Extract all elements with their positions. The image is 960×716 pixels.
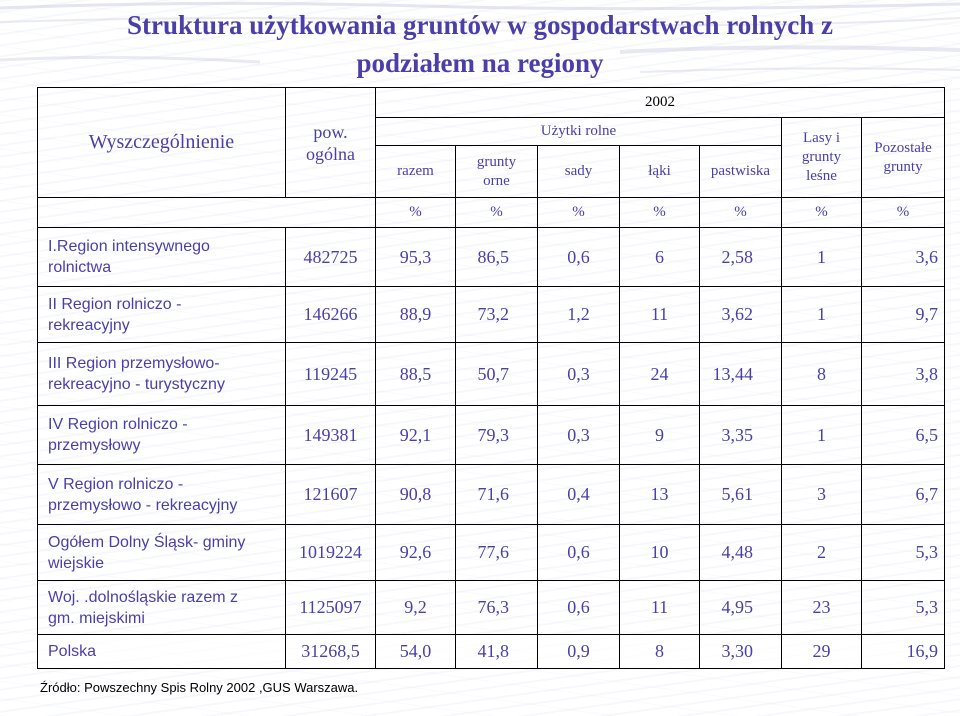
- cell-pastwiska: 2,58: [700, 228, 782, 287]
- table-row: [38, 465, 945, 525]
- header-grunty-orne-line-1: grunty: [476, 153, 517, 170]
- row-label-line: rekreacyjno - turystyczny: [48, 376, 225, 393]
- header-uzytki-rolne: Użytki rolne: [376, 118, 782, 146]
- cell-pozostale: 5,3: [862, 525, 945, 581]
- cell-razem: 92,1: [376, 406, 456, 465]
- cell-laki: 9: [620, 406, 700, 465]
- row-label: [38, 287, 286, 343]
- cell-lasy: 29: [782, 635, 862, 669]
- row-label-line: Ogółem Dolny Śląsk- gminy: [48, 533, 246, 551]
- page-title: [10, 6, 950, 82]
- row-label: [38, 228, 286, 287]
- cell-sady: 1,2: [538, 287, 620, 343]
- cell-grunty-orne: 76,3: [456, 581, 538, 635]
- table-row: [38, 406, 945, 465]
- row-label-line: rolnictwa: [48, 259, 112, 276]
- cell-pastwiska: 3,30: [700, 635, 782, 669]
- cell-grunty-orne: 73,2: [456, 287, 538, 343]
- cell-pozostale: 9,7: [862, 287, 945, 343]
- cell-pastwiska: 3,35: [700, 406, 782, 465]
- header-lasy-line-2: grunty: [801, 149, 842, 165]
- source-note: Źródło: Powszechny Spis Rolny 2002 ,GUS Warszawa.: [40, 680, 359, 695]
- header-wyszczegolnienie: Wyszczególnienie: [38, 88, 286, 198]
- table-row: [38, 525, 945, 581]
- header-pow-ogolna-line-2: ogólna: [306, 143, 355, 164]
- cell-laki: 11: [620, 581, 700, 635]
- cell-pow-ogolna: 1125097: [286, 581, 376, 635]
- header-year: 2002: [376, 88, 945, 118]
- header-row-year: [38, 88, 945, 118]
- cell-razem: 54,0: [376, 635, 456, 669]
- cell-lasy: 1: [782, 228, 862, 287]
- cell-pow-ogolna: 31268,5: [286, 635, 376, 669]
- table-row: [38, 228, 945, 287]
- row-label-line: II Region rolniczo -: [48, 295, 182, 313]
- cell-sady: 0,4: [538, 465, 620, 525]
- cell-pozostale: 5,3: [862, 581, 945, 635]
- row-label-line: gm. miejskimi: [48, 609, 145, 627]
- cell-sady: 0,6: [538, 228, 620, 287]
- row-label-line: IV Region rolniczo -: [48, 416, 188, 433]
- unit-pozostale: %: [862, 198, 945, 228]
- units-blank-cell: [38, 198, 286, 228]
- unit-grunty-orne: %: [456, 198, 538, 228]
- row-label-line: Polska: [48, 643, 97, 660]
- cell-lasy: 3: [782, 465, 862, 525]
- cell-laki: 10: [620, 525, 700, 581]
- cell-grunty-orne: 79,3: [456, 406, 538, 465]
- cell-pastwiska: 4,48: [700, 525, 782, 581]
- cell-pastwiska: 5,61: [700, 465, 782, 525]
- table-body: [38, 228, 945, 669]
- header-grunty-orne-line-2: orne: [483, 172, 510, 189]
- cell-pozostale: 3,8: [862, 343, 945, 406]
- unit-laki: %: [620, 198, 700, 228]
- table-row: [38, 287, 945, 343]
- row-label-line: przemysłowy: [48, 437, 141, 454]
- cell-pastwiska: 3,62: [700, 287, 782, 343]
- cell-pozostale: 6,5: [862, 406, 945, 465]
- header-pozostale: [862, 118, 945, 198]
- cell-sady: 0,3: [538, 343, 620, 406]
- cell-razem: 9,2: [376, 581, 456, 635]
- cell-pastwiska: 4,95: [700, 581, 782, 635]
- cell-lasy: 2: [782, 525, 862, 581]
- cell-pow-ogolna: 482725: [286, 228, 376, 287]
- row-label-line: rekreacyjny: [48, 316, 130, 334]
- row-label: [38, 635, 286, 669]
- header-pow-ogolna: [286, 88, 376, 198]
- header-lasy-line-3: leśne: [806, 168, 837, 184]
- row-label-line: V Region rolniczo -: [48, 475, 184, 493]
- unit-razem: %: [376, 198, 456, 228]
- header-lasy: [782, 118, 862, 198]
- cell-pow-ogolna: 121607: [286, 465, 376, 525]
- title-line-1: Struktura użytkowania gruntów w gospodarstwach rolnych z: [126, 10, 834, 40]
- cell-razem: 88,9: [376, 287, 456, 343]
- cell-sady: 0,9: [538, 635, 620, 669]
- cell-grunty-orne: 71,6: [456, 465, 538, 525]
- header-grunty-orne: [456, 146, 538, 198]
- cell-laki: 6: [620, 228, 700, 287]
- cell-sady: 0,3: [538, 406, 620, 465]
- cell-pozostale: 16,9: [862, 635, 945, 669]
- header-sady: sady: [538, 146, 620, 198]
- row-label: [38, 581, 286, 635]
- unit-lasy: %: [782, 198, 862, 228]
- table-row: [38, 581, 945, 635]
- header-laki: łąki: [620, 146, 700, 198]
- cell-pozostale: 6,7: [862, 465, 945, 525]
- cell-laki: 13: [620, 465, 700, 525]
- header-pow-ogolna-line-1: pow.: [313, 121, 348, 142]
- land-use-table: [37, 87, 945, 669]
- header-pozostale-line-2: grunty: [883, 158, 923, 175]
- table-row: [38, 635, 945, 669]
- cell-pow-ogolna: 1019224: [286, 525, 376, 581]
- cell-lasy: 8: [782, 343, 862, 406]
- title-line-2: podziałem na regiony: [356, 48, 604, 78]
- units-blank-cell-2: [286, 198, 376, 228]
- cell-pozostale: 3,6: [862, 228, 945, 287]
- header-row-units: [38, 198, 945, 228]
- cell-pow-ogolna: 146266: [286, 287, 376, 343]
- row-label-line: przemysłowo - rekreacyjny: [48, 496, 238, 514]
- cell-sady: 0,6: [538, 581, 620, 635]
- unit-sady: %: [538, 198, 620, 228]
- cell-laki: 8: [620, 635, 700, 669]
- cell-laki: 24: [620, 343, 700, 406]
- cell-pow-ogolna: 149381: [286, 406, 376, 465]
- cell-razem: 92,6: [376, 525, 456, 581]
- cell-grunty-orne: 86,5: [456, 228, 538, 287]
- cell-pow-ogolna: 119245: [286, 343, 376, 406]
- row-label-line: I.Region intensywnego: [48, 238, 210, 255]
- header-pozostale-line-1: Pozostałe: [874, 139, 932, 156]
- cell-grunty-orne: 77,6: [456, 525, 538, 581]
- cell-grunty-orne: 41,8: [456, 635, 538, 669]
- row-label: [38, 525, 286, 581]
- row-label-line: III Region przemysłowo-: [48, 355, 220, 372]
- table-row: [38, 343, 945, 406]
- header-pastwiska: pastwiska: [700, 146, 782, 198]
- cell-lasy: 1: [782, 287, 862, 343]
- cell-pastwiska: 13,44: [700, 343, 782, 406]
- header-lasy-line-1: Lasy i: [802, 130, 841, 146]
- cell-razem: 90,8: [376, 465, 456, 525]
- row-label-line: wiejskie: [48, 554, 105, 572]
- header-razem: razem: [376, 146, 456, 198]
- cell-lasy: 1: [782, 406, 862, 465]
- cell-grunty-orne: 50,7: [456, 343, 538, 406]
- row-label-line: Woj. .dolnośląskie razem z: [48, 588, 238, 606]
- cell-razem: 95,3: [376, 228, 456, 287]
- row-label: [38, 465, 286, 525]
- cell-lasy: 23: [782, 581, 862, 635]
- cell-sady: 0,6: [538, 525, 620, 581]
- cell-laki: 11: [620, 287, 700, 343]
- unit-pastwiska: %: [700, 198, 782, 228]
- row-label: [38, 343, 286, 406]
- row-label: [38, 406, 286, 465]
- cell-razem: 88,5: [376, 343, 456, 406]
